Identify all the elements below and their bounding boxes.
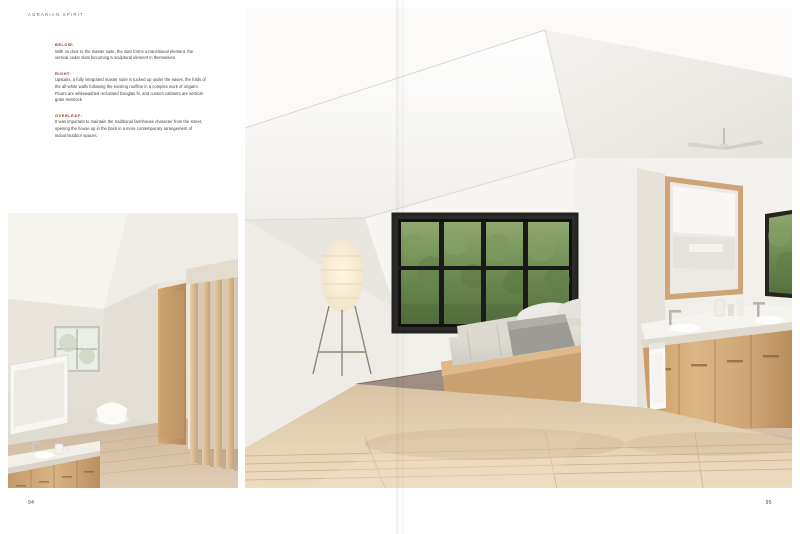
caption-right-label: RIGHT: <box>55 70 72 76</box>
master-bedroom-under-eaves-photo <box>245 8 792 488</box>
caption-below-text: With no door to the master suite, the stair forms a transitional element, the vertical cedar slats becoming a sculptural element in themselves. <box>55 48 194 61</box>
caption-overleaf-label: OVERLEAF: <box>55 112 83 118</box>
running-head: AGRARIAN SPIRIT <box>28 12 85 17</box>
bathroom-vanity-and-cedar-slat-stair-photo <box>8 213 238 488</box>
caption-below <box>55 42 207 62</box>
caption-below-label: BELOW: <box>55 42 75 47</box>
caption-right-text: Upstairs, a fully integrated master suite is tucked up under the eaves, the folds of the all-white walls following the existing roofline in a complex work of origami. Floors are whitewashed reclaimed Douglas fir, and custom cabinets are vertical-grain Hemlock. <box>55 77 206 103</box>
caption-block <box>55 42 207 148</box>
folio-left: 94 <box>28 500 35 506</box>
caption-overleaf <box>55 113 207 139</box>
folio-right: 95 <box>765 500 772 506</box>
caption-overleaf-text: It was important to maintain the traditional farmhouse character from the street, opening the house up in the back in a more contemporary arrangement of indoor/outdoor spaces. <box>55 119 203 138</box>
caption-right <box>55 71 207 104</box>
